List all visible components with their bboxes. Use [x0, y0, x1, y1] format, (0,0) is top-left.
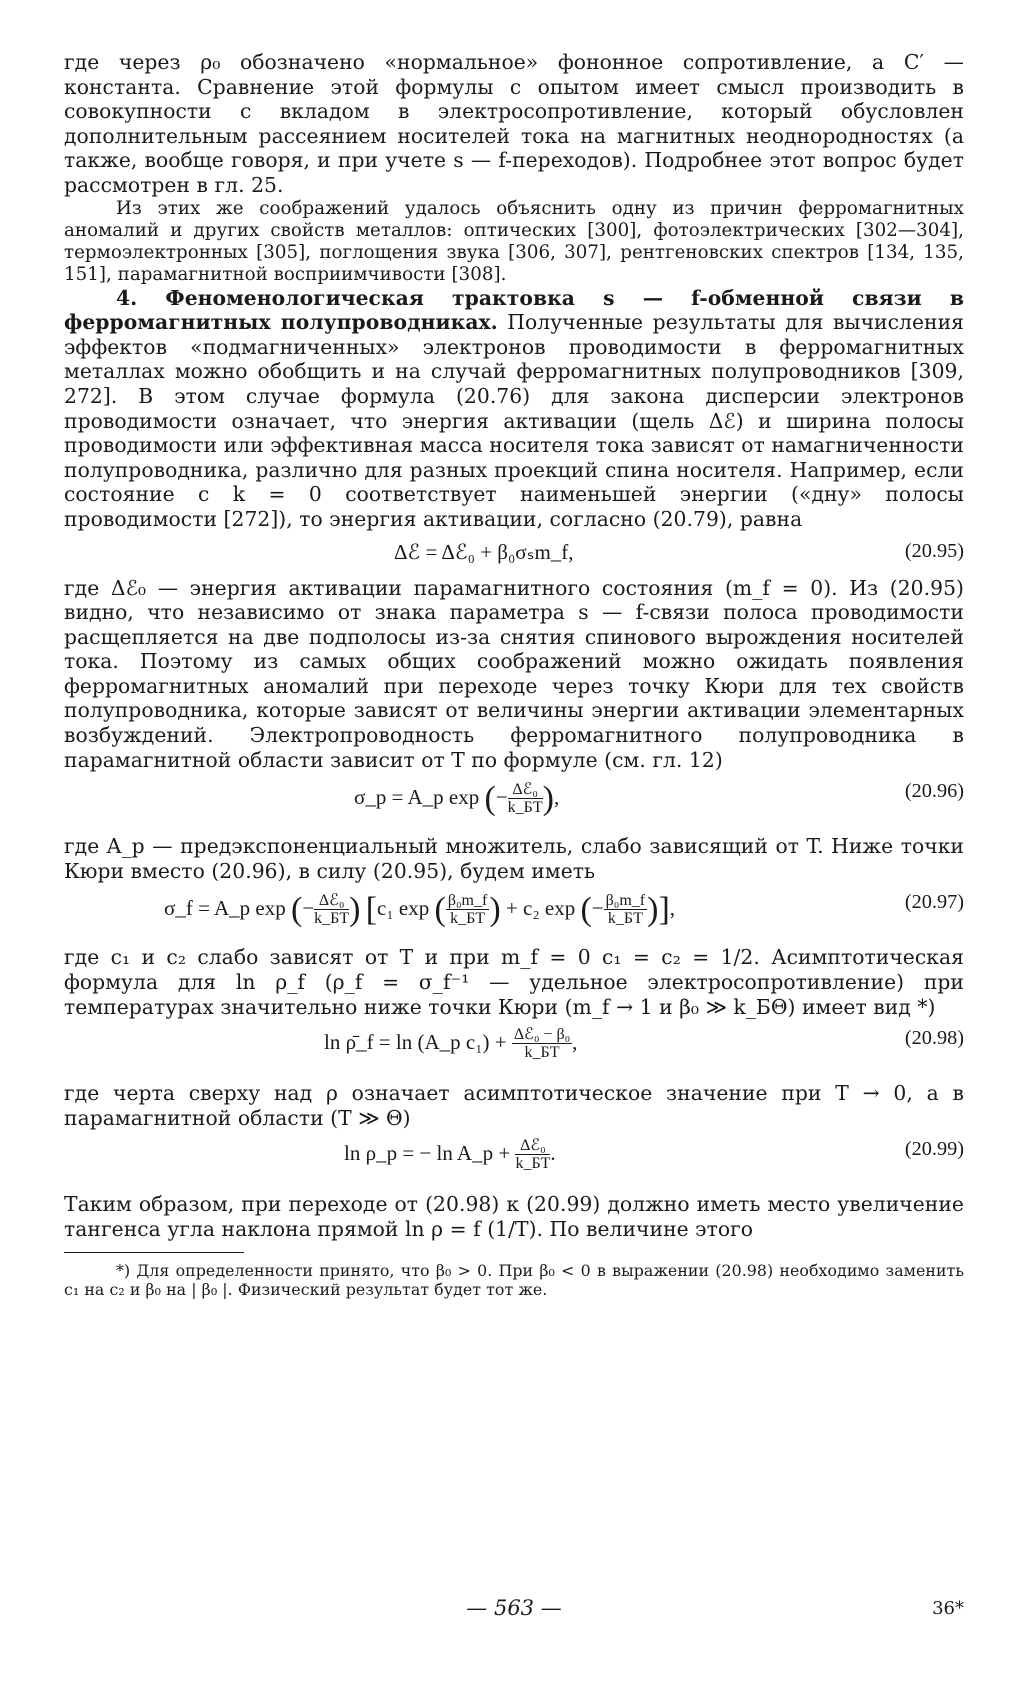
equation-term: + c₂ exp — [505, 896, 576, 921]
paragraph: где черта сверху над ρ означает асимптотическое значение при T → 0, а в парамагнитной области (T ≫ Θ) — [64, 1081, 964, 1130]
equation-body: Δℰ = Δℰ₀ + β₀σₛm_f, — [394, 539, 574, 564]
page-body — [64, 50, 964, 1299]
equation-fraction: $\frac{\text{β₀m\_f}}{k\_БT}$ — [605, 892, 646, 928]
footnote: *) Для определенности принято, что β₀ > 0. При β₀ < 0 в выражении (20.98) необходимо заменить c₁ на c₂ и β₀ на | β₀ |. Физический результат будет тот же. — [64, 1260, 964, 1299]
paragraph-small: Из этих же соображений удалось объяснить одну из причин ферромагнитных аномалий и других свойств металлов: оптических [300], фотоэлектрических [302—304], термоэлектронных [305], поглощения звука [306, 307], рентгеновских спектров [134, 135, 151], парамагнитной восприимчивости [308]. — [64, 197, 964, 285]
equation-lhs: ln ρ_p = − ln A_p + — [344, 1141, 511, 1166]
footnote-separator — [64, 1252, 244, 1253]
paragraph: Таким образом, при переходе от (20.98) к (20.99) должно иметь место увеличение тангенса угла наклона прямой ln ρ = f (1/T). По величине этого — [64, 1192, 964, 1241]
signature-mark: 36* — [932, 1598, 964, 1619]
equation-fraction: $\frac{\text{Δℰ₀}}{k\_БT}$ — [515, 1137, 551, 1173]
equation-number: (20.97) — [904, 891, 964, 914]
paragraph: где Δℰ₀ — энергия активации парамагнитного состояния (m_f = 0). Из (20.95) видно, что независимо от знака параметра s — f-связи полоса проводимости расщепляется на две подполосы из-за снятия спинового вырождения носителей тока. Поэтому из самых общих соображений можно ожидать появления ферромагнитных аномалий при переходе через точку Кюри для тех свойств полупроводника, которые зависят от величины энергии активации элементарных возбуждений. Электропроводность ферромагнитного полупроводника в парамагнитной области зависит от T по формуле (см. гл. 12) — [64, 575, 964, 772]
section-heading: 4. Феноменологическая трактовка s — f-обменной связи в ферромагнитных полупроводниках. — [64, 285, 964, 335]
equation-number: (20.95) — [904, 539, 964, 562]
equation-lhs: σ_f = A_p exp — [164, 896, 286, 921]
equation-20-99: ln ρ_p = − ln A_p + $\frac{\text{Δℰ₀}}{k\_БT}$ . (20.99) — [344, 1137, 964, 1173]
equation-lhs: σ_p = A_p exp — [354, 785, 480, 810]
equation-lhs: ln ρ̄_f = ln (A_p c₁) + — [324, 1030, 507, 1055]
paragraph: где через ρ₀ обозначено «нормальное» фононное сопротивление, а C′ — константа. Сравнение этой формулы с опытом имеет смысл производить в совокупности с вкладом в электросопротивление, который обусловлен дополнительным рассеянием носителей тока на магнитных неоднородностях (а также, вообще говоря, и при учете s — f-переходов). Подробнее этот вопрос будет рассмотрен в гл. 25. — [64, 50, 964, 197]
section-paragraph — [64, 286, 964, 532]
equation-fraction: $\frac{\text{Δℰ₀}}{k\_БT}$ — [314, 892, 350, 928]
page-number: — 563 — — [466, 1596, 562, 1620]
equation-20-95 — [64, 532, 964, 576]
equation-fraction: $\frac{\text{Δℰ₀}}{k\_БT}$ — [507, 781, 543, 817]
equation-20-98: ln ρ̄_f = ln (A_p c₁) + $\frac{\text{Δℰ₀ − β₀}}{k\_БT}$ , (20.98) — [324, 1026, 964, 1062]
equation-number: (20.96) — [904, 780, 964, 803]
equation-fraction: $\frac{\text{β₀m\_f}}{k\_БT}$ — [447, 892, 488, 928]
equation-fraction: $\frac{\text{Δℰ₀ − β₀}}{k\_БT}$ — [513, 1026, 571, 1062]
equation-20-96: σ_p = A_p exp (− $\frac{\text{Δℰ₀}}{k\_БT}$ ), (20.96) — [354, 780, 964, 818]
paragraph: где c₁ и c₂ слабо зависят от T и при m_f = 0 c₁ = c₂ = 1/2. Асимптотическая формула для ln ρ_f (ρ_f = σ_f⁻¹ — удельное электросопротивление) при температурах значительно ниже точки Кюри (m_f → 1 и β₀ ≫ k_БΘ) имеет вид *) — [64, 945, 964, 1019]
equation-number: (20.98) — [904, 1027, 964, 1050]
section-text: Полученные результаты для вычисления эффектов «подмагниченных» электронов проводимости в ферромагнитных металлах можно обобщить и на случай ферромагнитных полупроводников [309, 272]. В этом случае формула (20.76) для закона дисперсии электронов проводимости означает, что энергия активации (щель Δℰ) и ширина полосы проводимости или эффективная масса носителя тока зависят от намагниченности полупроводника, различно для разных проекций спина носителя. Например, если состояние с k = 0 соответствует наименьшей энергии («дну» полосы проводимости [272]), то энергия активации, согласно (20.79), равна — [64, 310, 965, 531]
paragraph: где A_p — предэкспоненциальный множитель, слабо зависящий от T. Ниже точки Кюри вместо (20.96), в силу (20.95), будем иметь — [64, 834, 964, 883]
equation-term: c₁ exp — [377, 896, 430, 921]
equation-20-97: σ_f = A_p exp (− $\frac{\text{Δℰ₀}}{k\_БT}$ ) [c₁ exp ( $\frac{\text{β₀m\_f}}{k\_БT}$ ) + c₂ exp (− $\frac{\text{β₀m\_f}}{k\_БT}$ )], (20.97) — [164, 891, 964, 929]
equation-number: (20.99) — [904, 1138, 964, 1161]
